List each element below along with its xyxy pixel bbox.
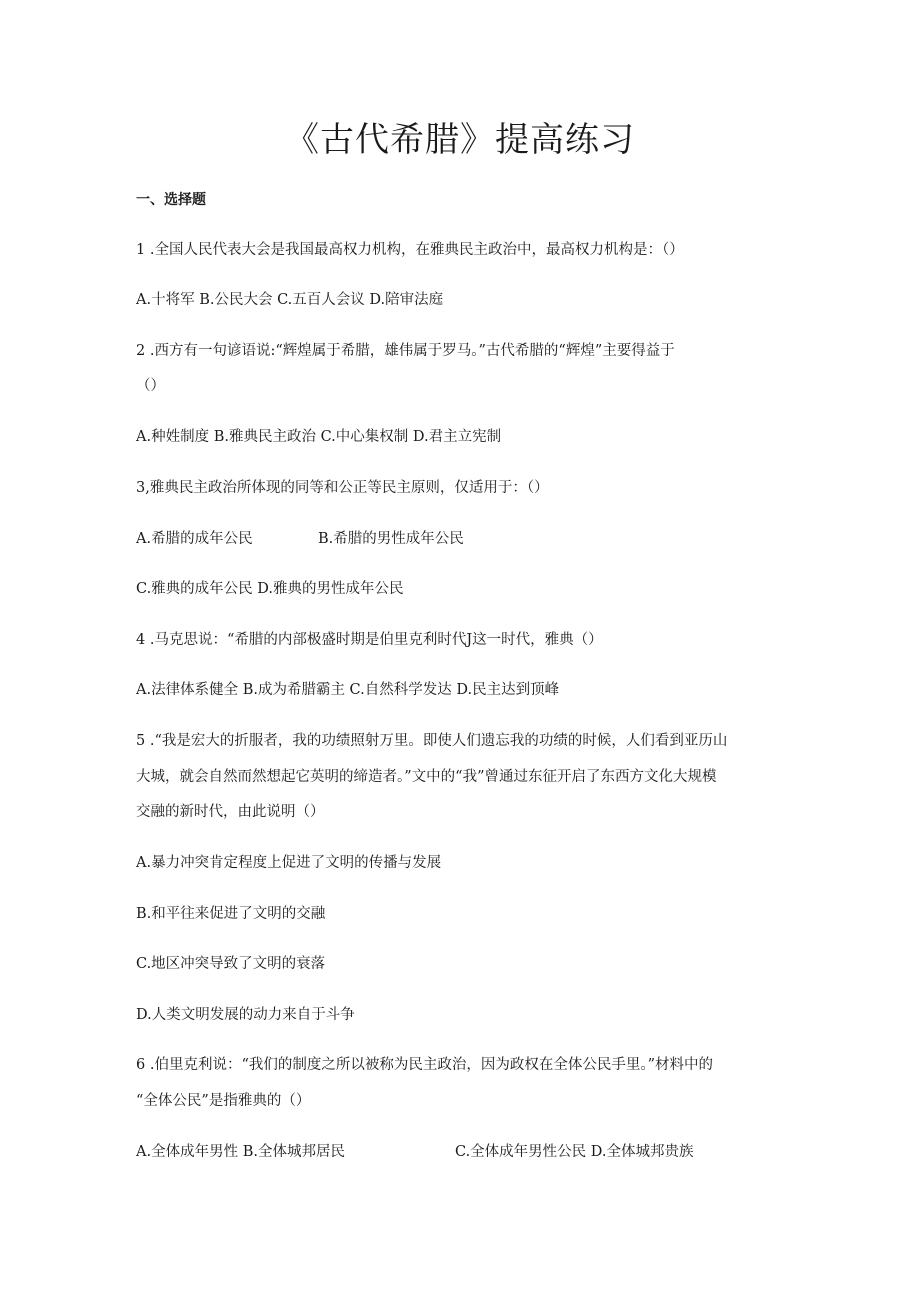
question-5-stem-line-1: 5 .“我是宏大的折服者，我的功绩照射万里。即使人们遗忘我的功绩的时候，人们看到亚历山: [136, 733, 728, 749]
question-2-stem-line-2: （）: [136, 378, 165, 394]
question-5-option-b: B.和平往来促进了文明的交融: [136, 906, 326, 922]
page-title: 《古代希腊》提高练习: [285, 120, 635, 160]
question-3-option-a: A.希腊的成年公民: [136, 531, 253, 547]
question-2-stem-line-1: 2 .西方有一句谚语说:“辉煌属于希腊，雄伟属于罗马。”古代希腊的“辉煌”主要得益于: [136, 343, 675, 359]
question-1-options: A.十将军 B.公民大会 C.五百人会议 D.陪审法庭: [136, 292, 444, 308]
question-5-option-d: D.人类文明发展的动力来自于斗争: [136, 1007, 355, 1023]
question-5-stem-line-3: 交融的新时代，由此说明（）: [136, 804, 325, 820]
question-3-stem: 3,雅典民主政治所体现的同等和公正等民主原则，仅适用于：（）: [136, 480, 549, 496]
question-6-options-ab: A.全体成年男性 B.全体城邦居民: [136, 1144, 345, 1160]
question-2-options: A.种姓制度 B.雅典民主政治 C.中心集权制 D.君主立宪制: [136, 429, 502, 445]
question-4-stem: 4 .马克思说：“希腊的内部极盛时期是伯里克利时代J这一时代，雅典（）: [136, 632, 603, 648]
question-6-stem-line-2: “全体公民”是指雅典的（）: [136, 1093, 311, 1109]
question-5-option-c: C.地区冲突导致了文明的衰落: [136, 956, 326, 972]
question-3-options-cd: C.雅典的成年公民 D.雅典的男性成年公民: [136, 581, 404, 597]
question-5-stem-line-2: 大城，就会自然而然想起它英明的缔造者。”文中的“我”曾通过东征开启了东西方文化大规模: [136, 769, 717, 785]
question-5-option-a: A.暴力冲突肯定程度上促进了文明的传播与发展: [136, 855, 442, 871]
question-6-options-cd: C.全体成年男性公民 D.全体城邦贵族: [455, 1144, 694, 1160]
question-6-stem-line-1: 6 .伯里克利说：“我们的制度之所以被称为民主政治，因为政权在全体公民手里。”材料中的: [136, 1057, 714, 1073]
question-4-options: A.法律体系健全 B.成为希腊霸主 C.自然科学发达 D.民主达到顶峰: [136, 682, 560, 698]
question-3-option-b: B.希腊的男性成年公民: [318, 531, 464, 547]
question-1-stem: 1 .全国人民代表大会是我国最高权力机构，在雅典民主政治中，最高权力机构是：（）: [136, 242, 684, 258]
section-heading: 一、选择题: [136, 192, 206, 208]
